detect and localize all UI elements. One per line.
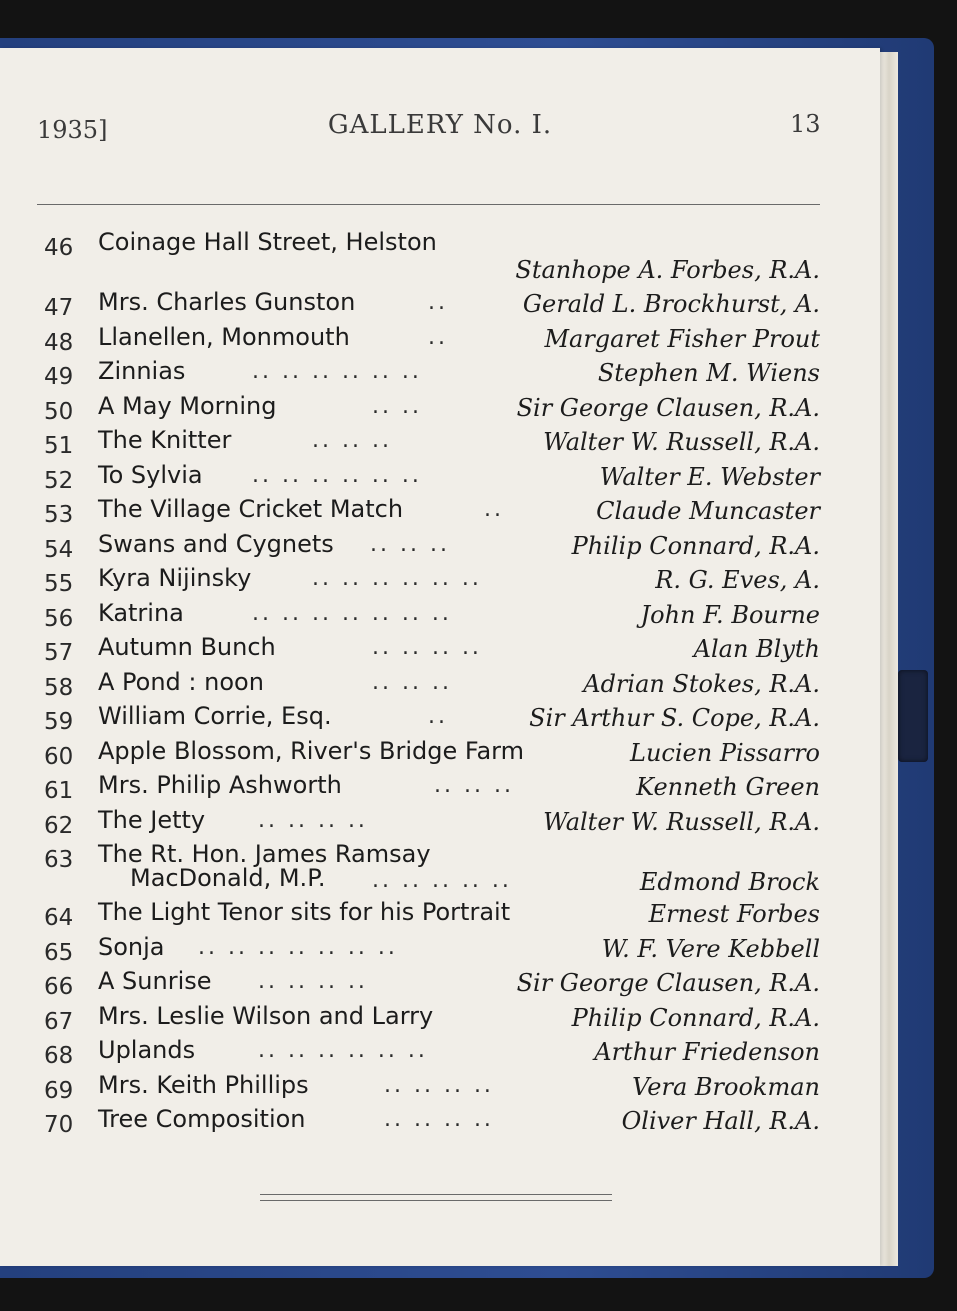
catalogue-entry: [0, 771, 880, 806]
entry-artist: Lucien Pissarro: [630, 738, 820, 767]
entry-title: The Rt. Hon. James Ramsay: [98, 840, 431, 868]
entry-title: The Light Tenor sits for his Portrait: [98, 898, 511, 926]
page-number: 13: [790, 110, 821, 138]
entry-number: 70: [44, 1112, 74, 1138]
end-rule: [260, 1194, 612, 1195]
gallery-title: GALLERY No. I.: [327, 110, 553, 140]
entry-title: William Corrie, Esq.: [98, 702, 332, 730]
entry-artist: Oliver Hall, R.A.: [621, 1107, 820, 1135]
entry-artist: Claude Muncaster: [596, 497, 820, 525]
entry-number: 58: [44, 674, 74, 701]
entry-artist: Sir George Clausen, R.A.: [516, 393, 820, 422]
dot-leader: ..: [484, 497, 504, 522]
catalogue-entry: [0, 737, 880, 772]
catalogue-entry: [0, 1071, 880, 1106]
entry-number: 63: [44, 847, 74, 873]
dot-leader: .. ..: [372, 393, 422, 419]
dot-leader: .. .. .. ..: [258, 969, 368, 994]
catalogue-entry: [0, 461, 880, 496]
catalogue-entry: [0, 1036, 880, 1071]
entry-number: 55: [44, 571, 74, 597]
entry-artist: Philip Connard, R.A.: [571, 1003, 820, 1032]
entry-title: Uplands: [98, 1036, 196, 1064]
entry-title: A May Morning: [98, 391, 277, 420]
catalogue-entry: [0, 288, 880, 323]
entry-title: Sonja: [98, 932, 165, 961]
dot-leader: .. .. .. ..: [384, 1107, 494, 1132]
catalogue-entry: [0, 426, 880, 461]
catalogue-entry: [0, 1105, 880, 1140]
entry-title: To Sylvia: [98, 460, 203, 489]
entry-number: 61: [44, 778, 74, 804]
entry-artist: Adrian Stokes, R.A.: [583, 669, 820, 698]
entry-number: 50: [44, 398, 74, 425]
dot-leader: .. .. ..: [370, 531, 450, 557]
entry-number: 65: [44, 939, 74, 966]
catalogue-entry: [0, 392, 880, 427]
entry-artist: Margaret Fisher Prout: [544, 324, 820, 353]
entry-artist: Kenneth Green: [636, 773, 820, 801]
header-rule: [37, 204, 820, 205]
catalogue-entry: [0, 228, 880, 288]
catalogue-entry: [0, 633, 880, 668]
catalogue-entry: [0, 323, 880, 358]
end-rule-double: [260, 1200, 612, 1201]
dot-leader: ..: [428, 290, 448, 315]
running-header: [0, 110, 880, 150]
catalogue-list: [0, 228, 880, 1140]
catalogue-entry: [0, 564, 880, 599]
year-label: 1935]: [37, 116, 108, 144]
entry-artist: Edmond Brock: [639, 868, 820, 896]
dot-leader: .. .. .. .. .. .. ..: [198, 934, 398, 960]
entry-artist: Ernest Forbes: [648, 900, 820, 928]
dot-leader: .. .. .. .. ..: [372, 868, 512, 893]
catalogue-entry: [0, 357, 880, 392]
dot-leader: .. .. .. .. .. ..: [252, 462, 422, 488]
entry-title: Mrs. Philip Ashworth: [98, 771, 342, 799]
entry-artist: Sir Arthur S. Cope, R.A.: [529, 704, 820, 732]
entry-number: 56: [44, 605, 74, 632]
entry-artist: R. G. Eves, A.: [655, 566, 820, 594]
entry-title: Mrs. Charles Gunston: [98, 288, 356, 316]
catalogue-entry: [0, 530, 880, 565]
entry-title: Katrina: [98, 598, 184, 627]
catalogue-entry: [0, 933, 880, 968]
entry-title: Apple Blossom, River's Bridge Farm: [98, 736, 524, 765]
entry-number: 64: [44, 905, 74, 931]
entry-number: 49: [44, 364, 74, 390]
dot-leader: .. .. ..: [372, 669, 452, 695]
catalogue-entry: [0, 967, 880, 1002]
entry-artist: Walter W. Russell, R.A.: [543, 807, 820, 836]
entry-artist: Sir George Clausen, R.A.: [516, 969, 820, 997]
dot-leader: .. .. .. .. .. ..: [312, 566, 482, 591]
catalogue-entry: [0, 806, 880, 841]
catalogue-page: [0, 48, 880, 1266]
entry-title: Kyra Nijinsky: [98, 564, 252, 592]
entry-artist: Philip Connard, R.A.: [571, 531, 820, 560]
entry-artist: Stephen M. Wiens: [597, 359, 820, 387]
dot-leader: .. .. ..: [434, 773, 514, 798]
entry-title: Tree Composition: [98, 1105, 306, 1133]
entry-number: 68: [44, 1043, 74, 1069]
entry-number: 53: [44, 502, 74, 528]
dot-leader: .. .. ..: [312, 428, 392, 453]
entry-artist: Vera Brookman: [632, 1072, 820, 1101]
entry-number: 59: [44, 709, 74, 735]
entry-artist: Walter E. Webster: [599, 462, 820, 491]
catalogue-entry: [0, 599, 880, 634]
entry-title: The Jetty: [98, 805, 206, 834]
entry-number: 67: [44, 1008, 74, 1035]
entry-number: 46: [44, 235, 74, 261]
catalogue-entry: [0, 898, 880, 933]
entry-title: Zinnias: [98, 357, 186, 385]
entry-title: Coinage Hall Street, Helston: [98, 228, 437, 256]
entry-artist: John F. Bourne: [640, 600, 820, 629]
dot-leader: ..: [428, 704, 448, 729]
catalogue-entry: [0, 1002, 880, 1037]
entry-title: Mrs. Keith Phillips: [98, 1070, 309, 1099]
ribbon-bookmark: [898, 670, 928, 762]
entry-number: 62: [44, 812, 74, 839]
entry-artist: Gerald L. Brockhurst, A.: [522, 290, 820, 318]
catalogue-entry: [0, 702, 880, 737]
dot-leader: .. .. .. ..: [258, 807, 368, 833]
entry-number: 60: [44, 743, 74, 770]
dot-leader: ..: [428, 324, 448, 350]
dot-leader: .. .. .. .. .. .. ..: [252, 600, 452, 626]
catalogue-entry: [0, 840, 880, 898]
entry-title-line2: MacDonald, M.P.: [130, 864, 326, 892]
entry-title: Swans and Cygnets: [98, 529, 334, 558]
entry-title: The Village Cricket Match: [98, 495, 404, 523]
dot-leader: .. .. .. ..: [384, 1072, 494, 1098]
entry-title: Llanellen, Monmouth: [98, 322, 350, 351]
entry-title: A Pond : noon: [98, 667, 264, 696]
entry-artist: W. F. Vere Kebbell: [601, 934, 820, 963]
entry-title: Mrs. Leslie Wilson and Larry: [98, 1001, 434, 1030]
catalogue-entry: [0, 495, 880, 530]
entry-number: 47: [44, 295, 74, 321]
entry-artist: Alan Blyth: [693, 635, 820, 663]
entry-artist: Stanhope A. Forbes, R.A.: [515, 256, 820, 284]
entry-number: 52: [44, 467, 74, 494]
dot-leader: .. .. .. .. .. ..: [252, 359, 422, 384]
entry-number: 69: [44, 1077, 74, 1104]
entry-number: 57: [44, 640, 74, 666]
entry-title: Autumn Bunch: [98, 633, 276, 661]
entry-number: 54: [44, 536, 74, 563]
dot-leader: .. .. .. ..: [372, 635, 482, 660]
entry-number: 51: [44, 433, 74, 459]
entry-artist: Walter W. Russell, R.A.: [543, 428, 820, 456]
entry-title: The Knitter: [98, 426, 232, 454]
dot-leader: .. .. .. .. .. ..: [258, 1038, 428, 1063]
entry-title: A Sunrise: [98, 967, 212, 995]
entry-artist: Arthur Friedenson: [594, 1038, 820, 1066]
entry-number: 66: [44, 974, 74, 1000]
entry-number: 48: [44, 329, 74, 356]
catalogue-entry: [0, 668, 880, 703]
